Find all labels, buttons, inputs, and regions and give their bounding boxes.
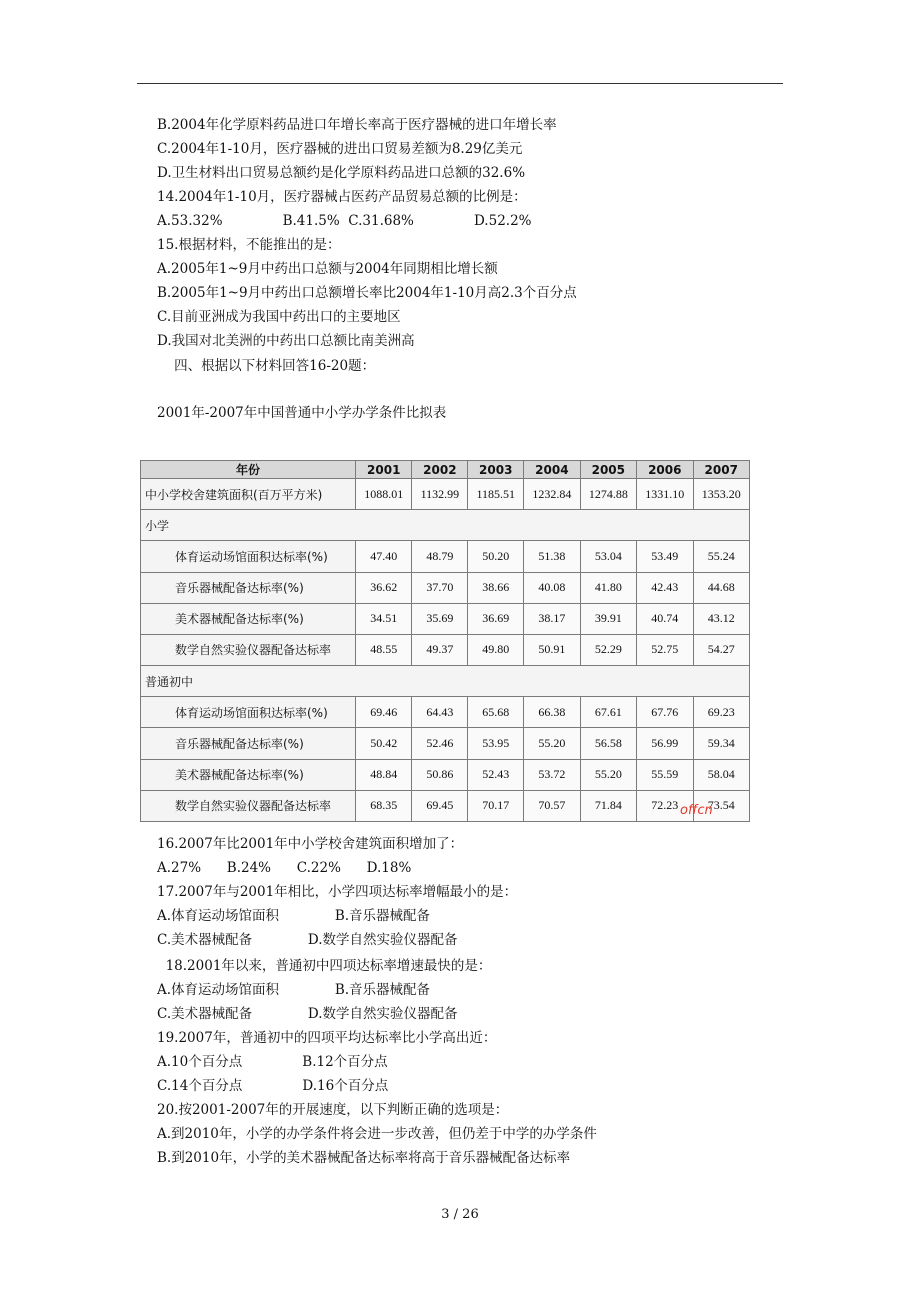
- table-cell: 55.20: [524, 728, 580, 759]
- comparison-table-container: [140, 460, 750, 822]
- table-cell: 41.80: [580, 572, 636, 603]
- table-cell: 55.20: [580, 759, 636, 790]
- text-line: C.2004年1-10月，医疗器械的进出口贸易差额为8.29亿美元: [157, 141, 523, 157]
- table-row: [141, 572, 750, 603]
- table-cell: 44.68: [693, 572, 750, 603]
- table-cell: 53.04: [580, 541, 636, 572]
- table-cell: 52.43: [468, 759, 524, 790]
- table-row: [141, 790, 750, 821]
- table-row: [141, 759, 750, 790]
- section-row: [141, 666, 750, 697]
- row-label: 音乐器械配备达标率(%): [141, 728, 356, 759]
- table-cell: 66.38: [524, 697, 580, 728]
- table-cell: 43.12: [693, 603, 750, 634]
- table-cell: 40.08: [524, 572, 580, 603]
- table-row: [141, 697, 750, 728]
- comparison-table: [140, 460, 750, 822]
- text-line: B.2005年1~9月中药出口总额增长率比2004年1-10月高2.3个百分点: [157, 285, 577, 301]
- table-cell: 48.84: [356, 759, 412, 790]
- table-header-row: [141, 461, 750, 479]
- header-rule: [137, 83, 783, 84]
- text-line: 17.2007年与2001年相比，小学四项达标率增幅最小的是：: [157, 884, 518, 900]
- section-row: [141, 510, 750, 541]
- table-cell: 50.91: [524, 634, 580, 665]
- table-cell: 36.69: [468, 603, 524, 634]
- text-line: A.到2010年，小学的办学条件将会进一步改善，但仍差于中学的办学条件: [157, 1126, 597, 1142]
- text-line: 19.2007年，普通初中的四项平均达标率比小学高出近：: [157, 1030, 497, 1046]
- row-label: 数学自然实验仪器配备达标率: [141, 790, 356, 821]
- header-year-cell: 2007: [693, 461, 750, 479]
- table-cell: 42.43: [637, 572, 693, 603]
- header-year-cell: 2006: [637, 461, 693, 479]
- text-line: 四、根据以下材料回答16-20题：: [157, 358, 376, 374]
- table-row: [141, 541, 750, 572]
- text-line: 2001年-2007年中国普通中小学办学条件比拟表: [157, 405, 447, 421]
- table-cell: 51.38: [524, 541, 580, 572]
- table-cell: 68.35: [356, 790, 412, 821]
- table-cell: 67.76: [637, 697, 693, 728]
- table-row: [141, 603, 750, 634]
- text-line: 18.2001年以来，普通初中四项达标率增速最快的是：: [157, 958, 492, 974]
- table-cell: 48.55: [356, 634, 412, 665]
- table-cell: 52.75: [637, 634, 693, 665]
- table-cell: 38.66: [468, 572, 524, 603]
- table-cell: 53.49: [637, 541, 693, 572]
- table-cell: 53.72: [524, 759, 580, 790]
- table-cell: 37.70: [412, 572, 468, 603]
- table-cell: 55.24: [693, 541, 750, 572]
- header-year-cell: 2002: [412, 461, 468, 479]
- table-cell: 55.59: [637, 759, 693, 790]
- text-line: A.53.32% B.41.5% C.31.68% D.52.2%: [157, 213, 532, 229]
- table-cell: 59.34: [693, 728, 750, 759]
- table-row: [141, 479, 750, 510]
- row-label: 中小学校舍建筑面积(百万平方米): [141, 479, 356, 510]
- table-cell: 58.04: [693, 759, 750, 790]
- watermark: offcn: [680, 803, 713, 818]
- table-cell: 52.29: [580, 634, 636, 665]
- table-cell: 69.45: [412, 790, 468, 821]
- text-line: C.14个百分点 D.16个百分点: [157, 1078, 389, 1094]
- table-cell: 1353.20: [693, 479, 750, 510]
- section-title: 普通初中: [141, 666, 750, 697]
- table-cell: 1232.84: [524, 479, 580, 510]
- text-line: C.目前亚洲成为我国中药出口的主要地区: [157, 309, 401, 325]
- row-label: 体育运动场馆面积达标率(%): [141, 541, 356, 572]
- table-row: [141, 634, 750, 665]
- table-cell: 35.69: [412, 603, 468, 634]
- text-line: A.体育运动场馆面积 B.音乐器械配备: [157, 908, 431, 924]
- text-line: A.2005年1~9月中药出口总额与2004年同期相比增长额: [157, 261, 498, 277]
- table-cell: 49.80: [468, 634, 524, 665]
- text-line: B.到2010年，小学的美术器械配备达标率将高于音乐器械配备达标率: [157, 1150, 571, 1166]
- page-number: 3 / 26: [441, 1207, 479, 1222]
- table-cell: 67.61: [580, 697, 636, 728]
- text-line: B.2004年化学原料药品进口年增长率高于医疗器械的进口年增长率: [157, 117, 557, 133]
- header-year-cell: 2005: [580, 461, 636, 479]
- table-cell: 54.27: [693, 634, 750, 665]
- table-cell: 65.68: [468, 697, 524, 728]
- row-label: 美术器械配备达标率(%): [141, 603, 356, 634]
- text-line: D.卫生材料出口贸易总额约是化学原料药品进口总额的32.6%: [157, 165, 526, 181]
- row-label: 音乐器械配备达标率(%): [141, 572, 356, 603]
- table-row: [141, 728, 750, 759]
- table-cell: 1185.51: [468, 479, 524, 510]
- text-line: 20.按2001-2007年的开展速度，以下判断正确的选项是：: [157, 1102, 509, 1118]
- table-cell: 52.46: [412, 728, 468, 759]
- row-label: 美术器械配备达标率(%): [141, 759, 356, 790]
- header-year-cell: 2001: [356, 461, 412, 479]
- table-cell: 69.23: [693, 697, 750, 728]
- table-cell: 50.42: [356, 728, 412, 759]
- table-cell: 36.62: [356, 572, 412, 603]
- table-cell: 56.58: [580, 728, 636, 759]
- table-cell: 73.54: [693, 790, 750, 821]
- table-cell: 72.23: [637, 790, 693, 821]
- text-line: C.美术器械配备 D.数学自然实验仪器配备: [157, 932, 458, 948]
- table-cell: 1274.88: [580, 479, 636, 510]
- table-cell: 70.57: [524, 790, 580, 821]
- header-year-cell: 2004: [524, 461, 580, 479]
- table-cell: 49.37: [412, 634, 468, 665]
- table-cell: 53.95: [468, 728, 524, 759]
- header-year-label: 年份: [141, 461, 356, 479]
- text-line: 14.2004年1-10月，医疗器械占医药产品贸易总额的比例是：: [157, 189, 527, 205]
- table-cell: 38.17: [524, 603, 580, 634]
- table-cell: 48.79: [412, 541, 468, 572]
- text-line: A.27% B.24% C.22% D.18%: [157, 860, 412, 876]
- row-label: 体育运动场馆面积达标率(%): [141, 697, 356, 728]
- text-line: A.体育运动场馆面积 B.音乐器械配备: [157, 982, 431, 998]
- table-cell: 47.40: [356, 541, 412, 572]
- text-line: C.美术器械配备 D.数学自然实验仪器配备: [157, 1006, 458, 1022]
- table-cell: 1088.01: [356, 479, 412, 510]
- text-line: 15.根据材料，不能推出的是：: [157, 237, 341, 253]
- table-cell: 50.86: [412, 759, 468, 790]
- text-line: 16.2007年比2001年中小学校舍建筑面积增加了：: [157, 836, 464, 852]
- row-label: 数学自然实验仪器配备达标率: [141, 634, 356, 665]
- text-line: A.10个百分点 B.12个百分点: [157, 1054, 388, 1070]
- header-year-cell: 2003: [468, 461, 524, 479]
- table-cell: 40.74: [637, 603, 693, 634]
- table-cell: 1132.99: [412, 479, 468, 510]
- table-cell: 1331.10: [637, 479, 693, 510]
- text-line: D.我国对北美洲的中药出口总额比南美洲高: [157, 333, 415, 349]
- table-cell: 34.51: [356, 603, 412, 634]
- table-cell: 56.99: [637, 728, 693, 759]
- table-cell: 50.20: [468, 541, 524, 572]
- table-cell: 71.84: [580, 790, 636, 821]
- table-cell: 69.46: [356, 697, 412, 728]
- table-cell: 64.43: [412, 697, 468, 728]
- table-cell: 39.91: [580, 603, 636, 634]
- table-cell: 70.17: [468, 790, 524, 821]
- section-title: 小学: [141, 510, 750, 541]
